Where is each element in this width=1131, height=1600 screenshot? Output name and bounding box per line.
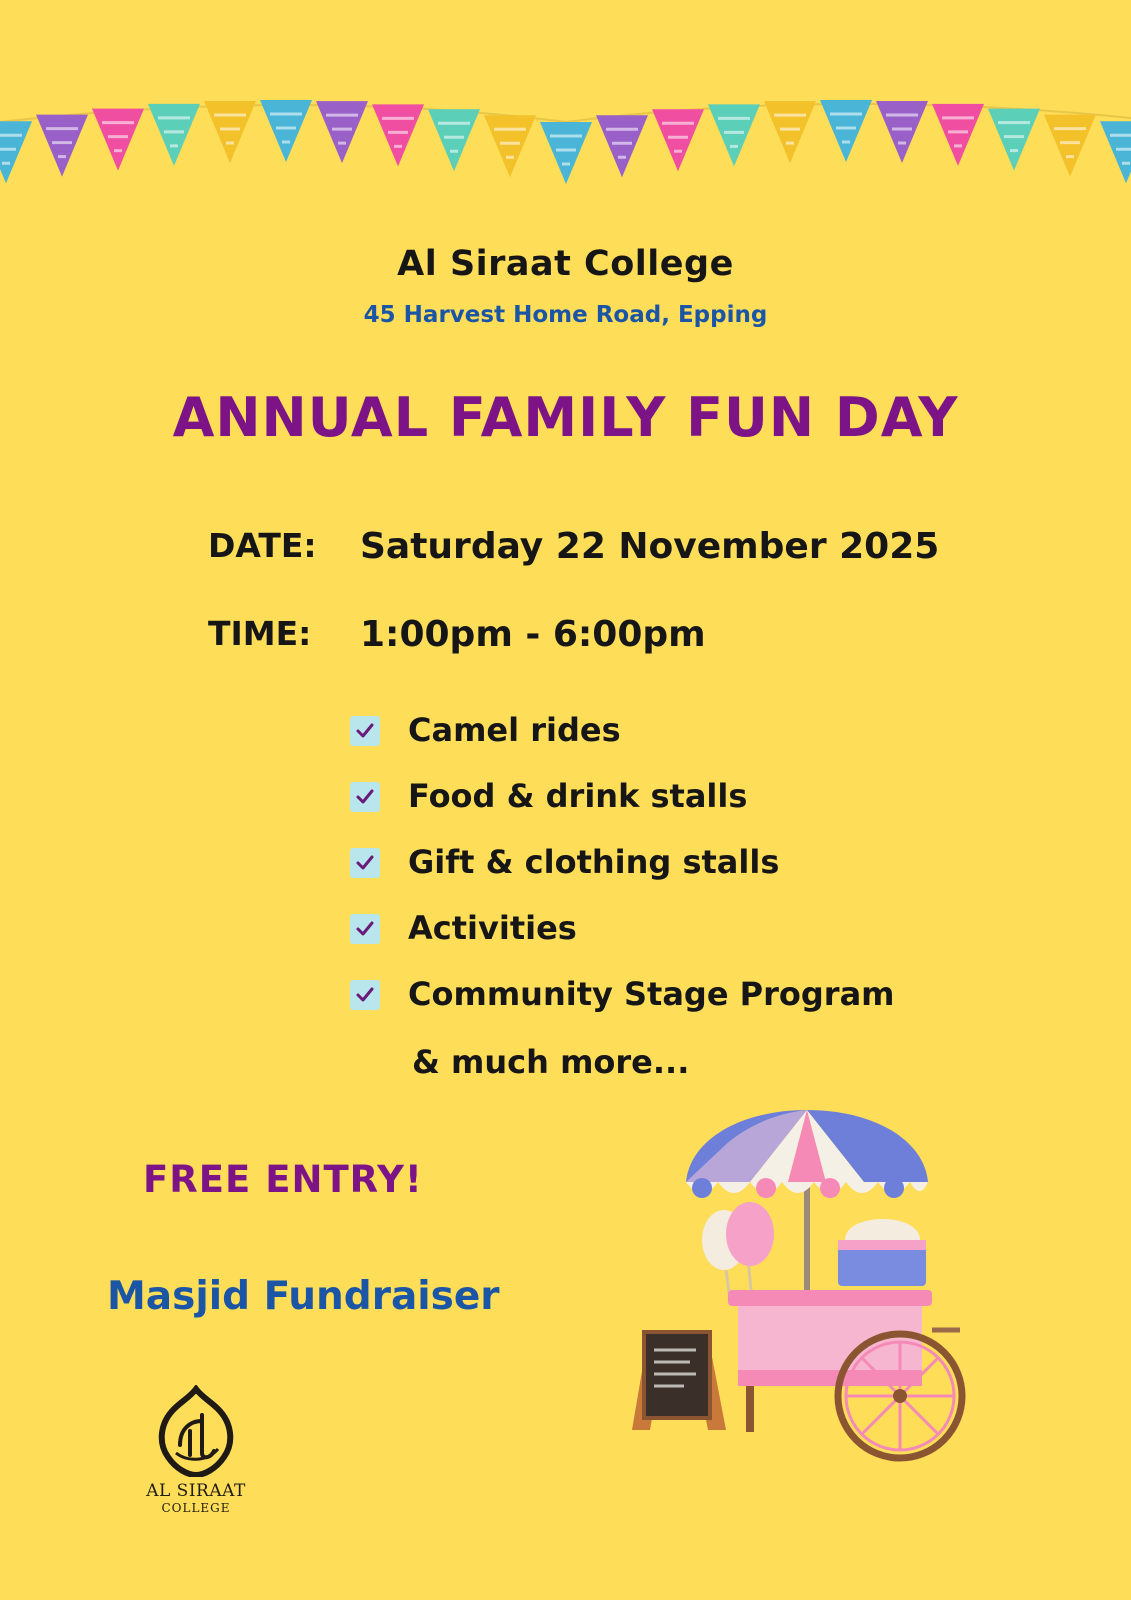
bunting-flag — [204, 101, 256, 163]
bunting-flag — [876, 101, 928, 163]
feature-label: Community Stage Program — [408, 975, 895, 1013]
bunting-flag — [428, 109, 480, 171]
logo-name: AL SIRAAT — [146, 1481, 246, 1501]
bunting-flag — [708, 104, 760, 166]
feature-item — [348, 842, 895, 908]
bunting-flag — [36, 115, 88, 177]
bunting-flag — [0, 121, 32, 183]
feature-item — [348, 974, 895, 1040]
check-box-icon — [350, 980, 380, 1010]
bunting-flag — [1100, 121, 1131, 183]
cotton-candy-cart-illustration — [620, 1100, 1000, 1500]
bunting-flag — [540, 122, 592, 184]
check-box-icon — [350, 848, 380, 878]
feature-list — [348, 710, 895, 1040]
date-label: DATE: — [208, 526, 317, 565]
bunting-flag — [148, 104, 200, 166]
bunting-flag — [764, 101, 816, 163]
feature-label: Activities — [408, 909, 577, 947]
bunting-flag — [316, 101, 368, 163]
school-name: Al Siraat College — [397, 244, 734, 284]
bunting-flag — [988, 109, 1040, 171]
bunting-flags-illustration — [0, 80, 1131, 210]
feature-item — [348, 908, 895, 974]
check-box-icon — [350, 914, 380, 944]
feature-label: Gift & clothing stalls — [408, 843, 780, 881]
bunting-flag — [260, 100, 312, 162]
fundraiser-text: Masjid Fundraiser — [107, 1274, 500, 1319]
school-address: 45 Harvest Home Road, Epping — [363, 302, 768, 328]
bunting-flag — [1044, 115, 1096, 177]
bunting-flag — [652, 109, 704, 171]
school-emblem-icon — [150, 1385, 242, 1477]
check-box-icon — [350, 716, 380, 746]
bunting-flag — [820, 100, 872, 162]
time-value: 1:00pm - 6:00pm — [360, 614, 706, 655]
free-entry-text: FREE ENTRY! — [143, 1158, 423, 1201]
check-box-icon — [350, 782, 380, 812]
bunting-flag — [372, 104, 424, 166]
feature-item — [348, 776, 895, 842]
more-text: & much more... — [412, 1043, 690, 1081]
event-title: ANNUAL FAMILY FUN DAY — [172, 386, 959, 449]
bunting-flag — [932, 104, 984, 166]
time-label: TIME: — [208, 614, 312, 653]
bunting-flag — [596, 115, 648, 177]
bunting-flag — [92, 109, 144, 171]
logo-subtitle: COLLEGE — [161, 1501, 231, 1515]
feature-label: Camel rides — [408, 711, 621, 749]
feature-label: Food & drink stalls — [408, 777, 748, 815]
feature-item — [348, 710, 895, 776]
school-logo — [140, 1385, 252, 1515]
bunting-flag — [484, 115, 536, 177]
date-value: Saturday 22 November 2025 — [360, 526, 940, 567]
